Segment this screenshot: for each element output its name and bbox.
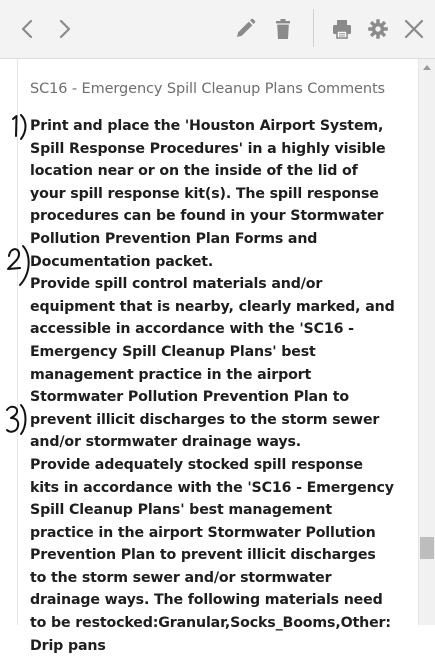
document-toolbar: [0, 0, 435, 59]
comment-paragraph-3: Provide adequately stocked spill response kits in accordance with the 'SC16 - Emergency Spill Cleanup Plans' best management practice in the airport Stormwater Pollution Prevention Plan to prevent illicit discharges to the storm sewer and/or stormwater drainage ways. The following materials need to be restocked:Granular,Socks_Booms,Other: Drip pans: [30, 456, 394, 654]
chevron-right-icon: [54, 18, 74, 40]
close-icon: [403, 18, 425, 40]
vertical-scrollbar[interactable]: [419, 59, 435, 625]
gear-icon: [367, 18, 389, 40]
edit-button[interactable]: [228, 12, 262, 46]
document-body: [30, 115, 396, 657]
toolbar-separator: [313, 9, 314, 47]
trash-icon: [273, 18, 293, 40]
settings-button[interactable]: [361, 12, 395, 46]
scroll-up-arrow-icon[interactable]: [423, 65, 431, 70]
document-pane: [17, 59, 419, 654]
scrollbar-thumb[interactable]: [420, 537, 434, 559]
forward-button[interactable]: [47, 12, 81, 46]
close-button[interactable]: [397, 12, 431, 46]
chevron-left-icon: [18, 18, 38, 40]
print-button[interactable]: [325, 12, 359, 46]
comment-paragraph-2: Provide spill control materials and/or equipment that is nearby, clearly marked, and accessible in accordance with the 'SC16 - Emergency Spill Cleanup Plans' best management practice in the airport Stormwater Pollution Prevention Plan to prevent illicit discharges to the storm sewer and/or stormwater drainage ways.: [30, 276, 395, 451]
delete-button[interactable]: [266, 12, 300, 46]
document-title: SC16 - Emergency Spill Cleanup Plans Comments: [30, 81, 385, 97]
comment-paragraph-1: Print and place the 'Houston Airport System, Spill Response Procedures' in a highly visible location near or on the inside of the lid of your spill response kit(s). The spill response procedures can be found in your Stormwater Pollution Prevention Plan Forms and Documentation packet.: [30, 118, 386, 270]
back-button[interactable]: [11, 12, 45, 46]
printer-icon: [331, 18, 353, 40]
pencil-icon: [234, 18, 256, 40]
